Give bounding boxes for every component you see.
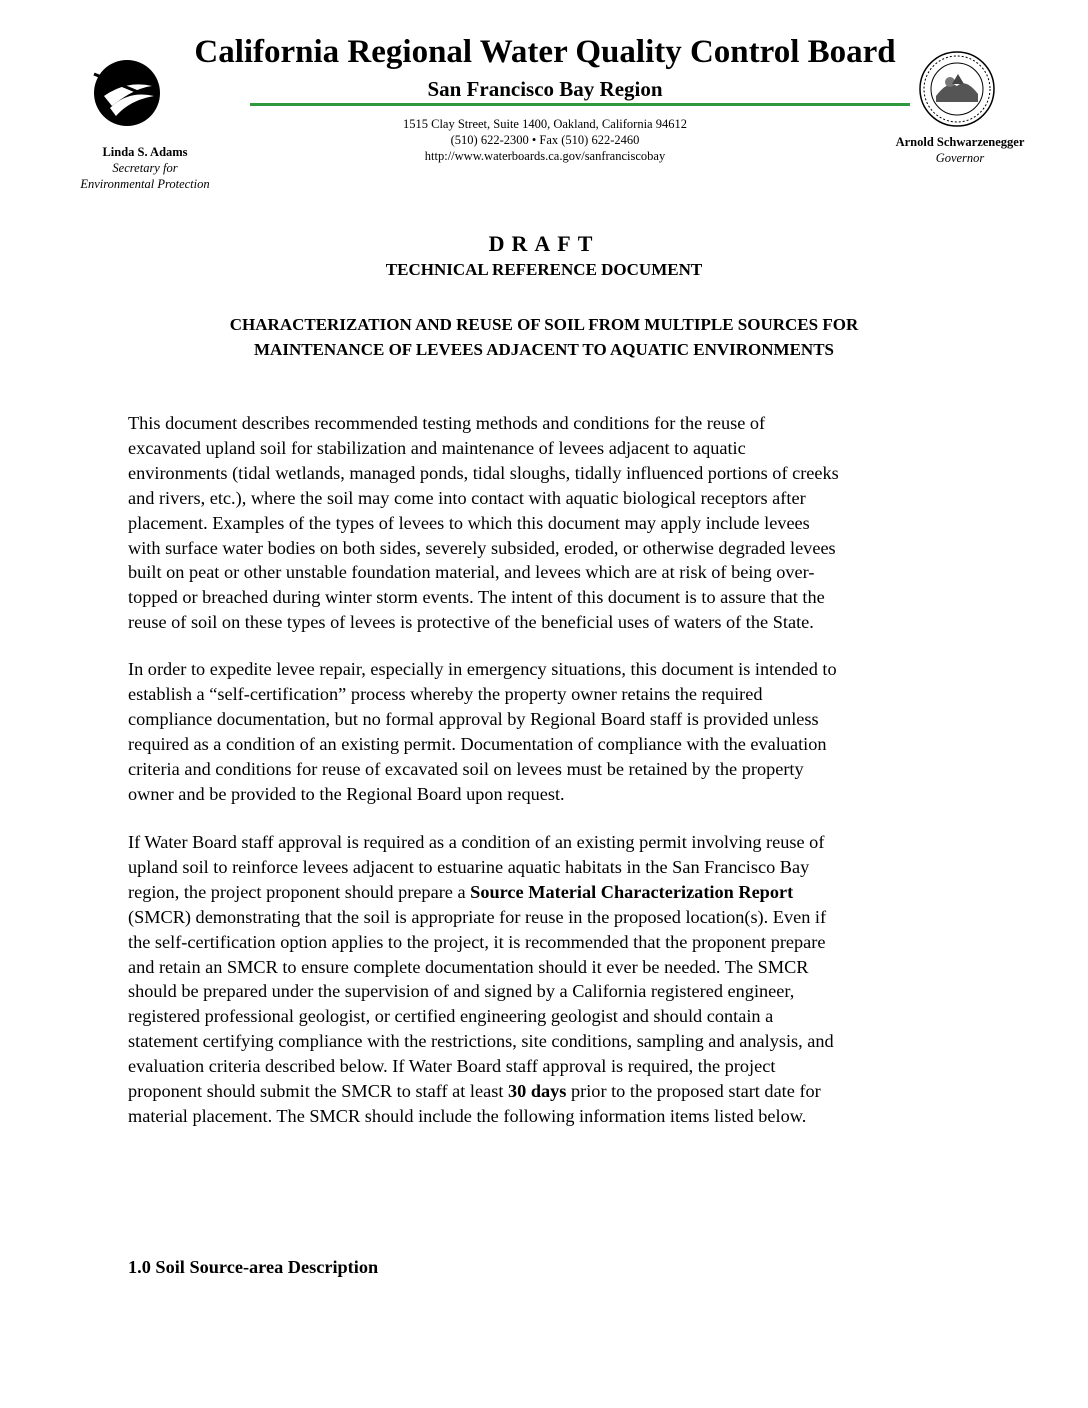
paragraph-line: [128, 880, 968, 905]
letterhead-rule: [250, 103, 910, 106]
smcr-report-name: Source Material Characterization Report: [470, 881, 794, 902]
document-subtitle: TECHNICAL REFERENCE DOCUMENT: [385, 260, 703, 279]
paragraph-line: establish a “self-certification” process whereby the property owner retains the required: [128, 683, 763, 704]
paragraph-smcr: [128, 830, 968, 1129]
secretary-title-line-2: Environmental Protection: [80, 177, 210, 191]
secretary-name: Linda S. Adams: [102, 145, 188, 159]
paragraph-line: registered professional geologist, or certified engineering geologist and should contain a: [128, 1006, 774, 1027]
governor-title: Governor: [935, 151, 985, 165]
paragraph-line: evaluation criteria described below. If Water Board staff approval is required, the project: [128, 1056, 776, 1077]
governor-name: Arnold Schwarzenegger: [895, 135, 1025, 149]
paragraph-line: upland soil to reinforce levees adjacent to estuarine aquatic habitats in the San Francisco Bay: [128, 856, 810, 877]
paragraph-intro: [128, 411, 968, 635]
text-run: prior to the proposed start date for: [566, 1081, 821, 1102]
address-website: http://www.waterboards.ca.gov/sanfranciscobay: [424, 149, 666, 163]
board-name: California Regional Water Quality Control Board: [194, 34, 896, 70]
paragraph-line: should be prepared under the supervision of and signed by a California registered engineer,: [128, 981, 795, 1002]
paragraph-line: topped or breached during winter storm events. The intent of this document is to assure that the: [128, 587, 825, 608]
paragraph-line: statement certifying compliance with the restrictions, site conditions, sampling and analysis, and: [128, 1031, 834, 1052]
address-phone: (510) 622-2300 • Fax (510) 622-2460: [450, 133, 640, 147]
paragraph-line: (SMCR) demonstrating that the soil is appropriate for reuse in the proposed location(s). Even if: [128, 906, 827, 927]
secretary-block: [45, 144, 245, 192]
section-heading: 1.0 Soil Source-area Description: [128, 1257, 379, 1277]
address-street: 1515 Clay Street, Suite 1400, Oakland, California 94612: [403, 117, 687, 131]
paragraph-line: placement. Examples of the types of levees to which this document may apply include levees: [128, 512, 810, 533]
paragraph-line: owner and be provided to the Regional Board upon request.: [128, 783, 565, 804]
submission-deadline: 30 days: [508, 1081, 567, 1102]
document-title-line-1: CHARACTERIZATION AND REUSE OF SOIL FROM MULTIPLE SOURCES FOR: [229, 315, 859, 334]
draft-label: DRAFT: [488, 231, 600, 256]
state-seal-icon: [918, 50, 996, 128]
paragraph-line: and rivers, etc.), where the soil may come into contact with aquatic biological receptors after: [128, 487, 806, 508]
paragraph-line: built on peat or other unstable foundation material, and levees which are at risk of being over-: [128, 562, 815, 583]
paragraph-line: with surface water bodies on both sides, severely subsided, eroded, or otherwise degraded levees: [128, 537, 836, 558]
paragraph-line: and retain an SMCR to ensure complete documentation should it ever be needed. The SMCR: [128, 956, 809, 977]
document-title-line-2: MAINTENANCE OF LEVEES ADJACENT TO AQUATIC ENVIRONMENTS: [254, 340, 834, 359]
paragraph-line: If Water Board staff approval is required as a condition of an existing permit involving reuse of: [128, 832, 825, 852]
paragraph-line: material placement. The SMCR should include the following information items listed below.: [128, 1105, 807, 1126]
calepa-logo-icon: [90, 56, 164, 130]
text-run: region, the project proponent should prepare a: [128, 881, 471, 902]
governor-block: [870, 134, 1050, 166]
paragraph-line: the self-certification option applies to the project, it is recommended that the proponent prepare: [128, 931, 826, 952]
document-title: [120, 312, 968, 362]
paragraph-self-certification: [128, 657, 968, 806]
paragraph-line: environments (tidal wetlands, managed ponds, tidal sloughs, tidally influenced portions of creeks: [128, 462, 839, 483]
paragraph-line: reuse of soil on these types of levees is protective of the beneficial uses of waters of the State.: [128, 612, 814, 633]
text-run: proponent should submit the SMCR to staff at least: [128, 1081, 508, 1102]
paragraph-line: compliance documentation, but no formal approval by Regional Board staff is provided unless: [128, 708, 819, 729]
paragraph-line: excavated upland soil for stabilization and maintenance of levees adjacent to aquatic: [128, 437, 746, 458]
paragraph-line: [128, 1079, 968, 1104]
paragraph-line: This document describes recommended testing methods and conditions for the reuse of: [128, 413, 766, 433]
region-name: San Francisco Bay Region: [427, 77, 663, 101]
secretary-title-line-1: Secretary for: [112, 161, 178, 175]
paragraph-line: criteria and conditions for reuse of excavated soil on levees must be retained by the property: [128, 758, 804, 779]
address-block: [330, 116, 760, 164]
paragraph-line: required as a condition of an existing permit. Documentation of compliance with the evaluation: [128, 733, 827, 754]
paragraph-line: In order to expedite levee repair, especially in emergency situations, this document is intended to: [128, 659, 837, 679]
